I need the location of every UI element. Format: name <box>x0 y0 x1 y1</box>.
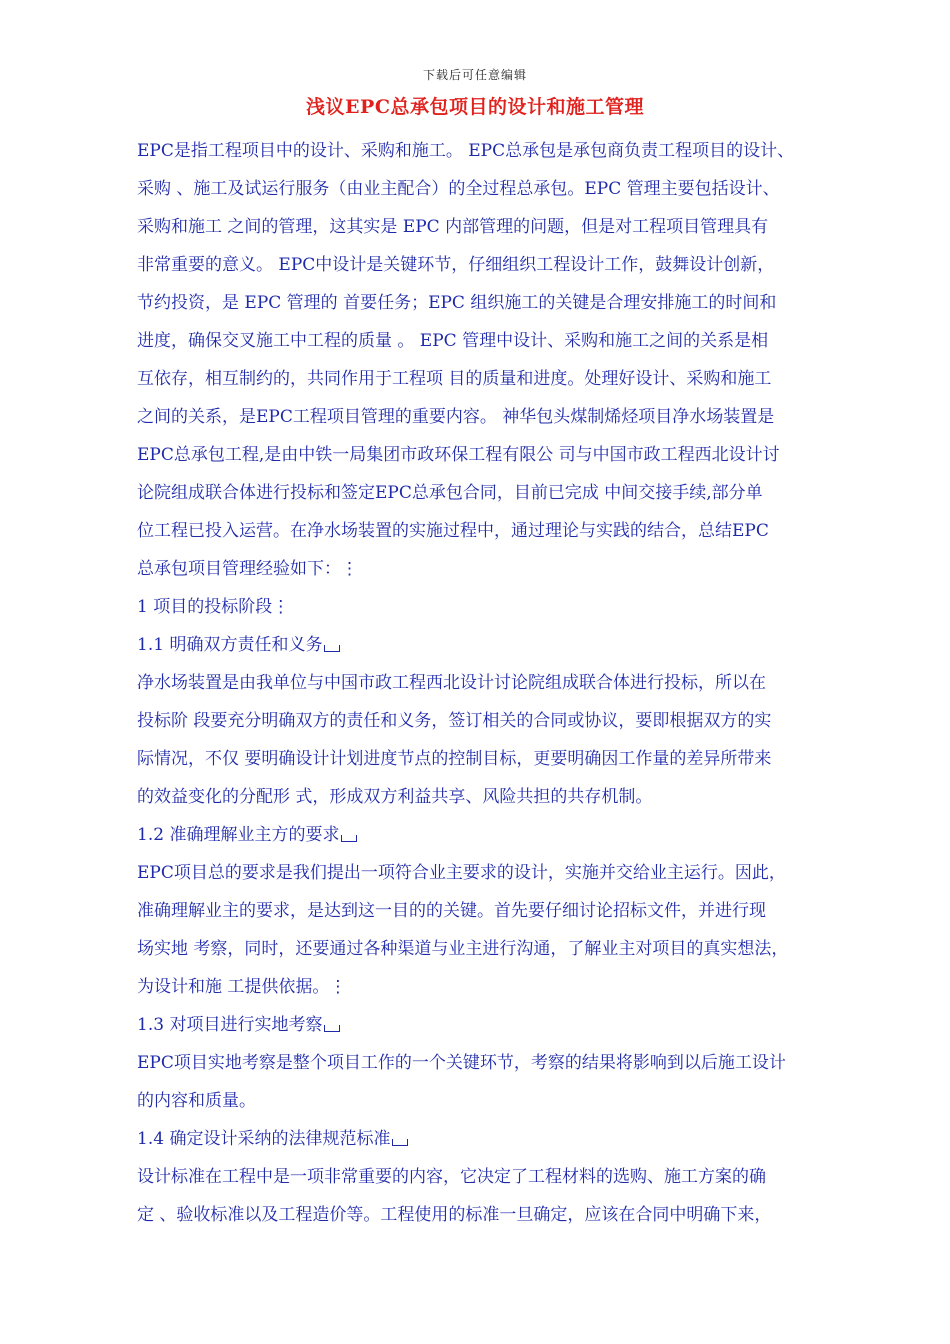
subsection-heading-text: 1.1 明确双方责任和义务 <box>137 635 323 655</box>
header-note: 下载后可任意编辑 <box>422 68 527 82</box>
document-body <box>137 136 877 1238</box>
body-line-5: 节约投资，是 EPC 管理的 首要任务；EPC 组织施工的关键是合理安排施工的时间和 <box>137 293 777 313</box>
body-line-3: 采购和施工 之间的管理，这其实是 EPC 内部管理的问题，但是对工程项目管理具有 <box>137 217 769 237</box>
body-line-6: 进度，确保交叉施工中工程的质量 。 EPC 管理中设计、采购和施工之间的关系是相 <box>137 331 769 351</box>
subsection-heading-1-3 <box>137 1010 877 1048</box>
body-line-20: EPC项目总的要求是我们提出一项符合业主要求的设计，实施并交给业主运行。因此， <box>137 863 786 883</box>
body-line-17: 际情况，不仅 要明确设计计划进度节点的控制目标，更要明确因工作量的差异所带来 <box>137 749 772 769</box>
body-line-1: EPC是指工程项目中的设计、采购和施工。 EPC总承包是承包商负责工程项目的设计、 <box>137 141 795 161</box>
subsection-heading-text: 1.4 确定设计采纳的法律规范标准 <box>137 1129 391 1149</box>
body-line-21: 准确理解业主的要求，是达到这一目的的关键。首先要仔细讨论招标文件，并进行现 <box>137 901 766 921</box>
subsection-heading-text: 1.2 准确理解业主方的要求 <box>137 825 340 845</box>
body-line-10: 论院组成联合体进行投标和签定EPC总承包合同，目前已完成 中间交接手续,部分单 <box>137 483 763 503</box>
body-line-22: 场实地 考察，同时，还要通过各种渠道与业主进行沟通，了解业主对项目的真实想法， <box>137 939 789 959</box>
body-line-28: 设计标准在工程中是一项非常重要的内容，它决定了工程材料的选购、施工方案的确 <box>137 1167 766 1187</box>
paragraph-mark-icon <box>341 835 357 842</box>
subsection-heading-1-4 <box>137 1124 877 1162</box>
paragraph-mark-icon <box>324 645 340 652</box>
body-line-2: 采购 、施工及试运行服务（由业主配合）的全过程总承包。EPC 管理主要包括设计、 <box>137 179 780 199</box>
document-title: 浅议EPC总承包项目的设计和施工管理 <box>306 96 644 118</box>
body-line-11: 位工程已投入运营。在净水场装置的实施过程中，通过理论与实践的结合，总结EPC <box>137 521 769 541</box>
body-line-9: EPC总承包工程,是由中铁一局集团市政环保工程有限公 司与中国市政工程西北设计讨 <box>137 445 780 465</box>
paragraph-mark-icon <box>392 1139 408 1146</box>
body-line-23: 为设计和施 工提供依据。⋮ <box>137 977 347 997</box>
subsection-heading-1-1 <box>137 630 877 668</box>
body-line-26: 的内容和质量。 <box>137 1091 256 1111</box>
body-line-15: 净水场装置是由我单位与中国市政工程西北设计讨论院组成联合体进行投标，所以在 <box>137 673 766 693</box>
body-line-25: EPC项目实地考察是整个项目工作的一个关键环节，考察的结果将影响到以后施工设计 <box>137 1053 786 1073</box>
body-line-7: 互依存，相互制约的，共同作用于工程项 目的质量和进度。处理好设计、采购和施工 <box>137 369 772 389</box>
body-line-16: 投标阶 段要充分明确双方的责任和义务，签订相关的合同或协议，要即根据双方的实 <box>137 711 772 731</box>
body-line-12: 总承包项目管理经验如下：⋮ <box>137 559 358 579</box>
subsection-heading-text: 1.3 对项目进行实地考察 <box>137 1015 323 1035</box>
body-line-29: 定 、验收标准以及工程造价等。工程使用的标准一旦确定，应该在合同中明确下来， <box>137 1205 772 1225</box>
section-heading-1: 1 项目的投标阶段⋮ <box>137 597 290 617</box>
body-line-8: 之间的关系，是EPC工程项目管理的重要内容。 神华包头煤制烯烃项目净水场装置是 <box>137 407 775 427</box>
body-line-18: 的效益变化的分配形 式，形成双方利益共享、风险共担的共存机制。 <box>137 787 653 807</box>
body-line-4: 非常重要的意义。 EPC中设计是关键环节，仔细组织工程设计工作，鼓舞设计创新， <box>137 255 775 275</box>
paragraph-mark-icon <box>324 1025 340 1032</box>
subsection-heading-1-2 <box>137 820 877 858</box>
